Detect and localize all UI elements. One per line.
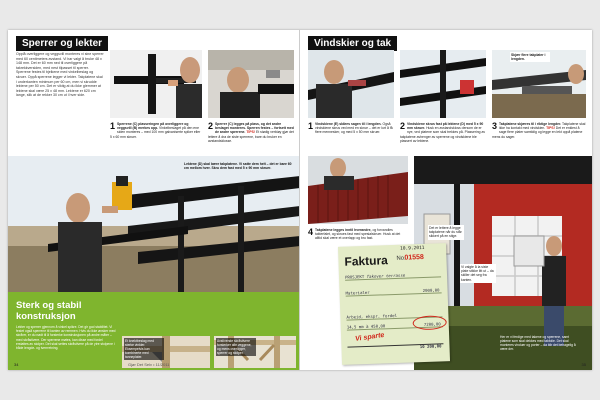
tips-text: Et stødig verktøy gjør det lettere å dra de siste sperrene, bare du bruker en avstandsklosse.: [208, 130, 294, 143]
photo-vindskier-1: [308, 50, 394, 118]
step-3-right: [492, 122, 586, 139]
project-label: PROSJEKT: [344, 274, 365, 280]
step-heading: Takplatene skjæres til i riktige lengder.: [499, 122, 562, 126]
label-mid-2: Vi valgte å la siste plate stikke litt ut – da skiller det seg fra kanten.: [460, 264, 496, 283]
page-number-right: 35: [581, 362, 586, 367]
tips-label: TIPS!: [246, 130, 255, 135]
section-title-sperrer: Sperrer og lekter: [16, 36, 108, 51]
faktura-invoice: [338, 243, 450, 365]
project-name: Takover terrasse: [366, 272, 406, 279]
step-number: 2: [400, 121, 406, 131]
row-value: 2000,00: [422, 287, 440, 293]
photo-step1: [110, 50, 202, 118]
info-box-text: Lekter og sperrer gjennom å vinkel spikre. Det gir god stabilitet. Vi festet også sperrene til kanten av remmen. Hvis du ikke ønsker med skrårer, er du nødt til å forsterke konstruksjonen på andre måter – med skråstivere. Der sperrene møtes, kan disse med fordel erstattes av stolper. Det skal settes skråstivere på de ytre stolpene i både lengde- og tverrretning.: [16, 325, 116, 351]
step-body: og forvandles takterfalet, og skrues fast med spesialskruer. Husk at det alltid skal være et overlapp og bru fast.: [315, 228, 401, 241]
step-number: 1: [308, 121, 314, 131]
invoice-row-1: [346, 287, 442, 296]
step-number: 4: [308, 227, 314, 237]
tips-label: TIPS!: [546, 126, 555, 131]
step-number: 2: [208, 121, 214, 131]
tips-text: Det er enklest å sage flere plater samtidig og legge en lekt oppå platene mens du sager.: [492, 126, 583, 139]
row-label: Arbeid, ekspr. fordel: [346, 312, 398, 320]
invoice-title: Faktura: [344, 253, 389, 269]
caption-knektbeslag: Et knektbeslag med sterke vinkler. Eksempelvis kan kombinerte med tanneplater.: [124, 338, 164, 360]
info-box-title: Sterk og stabil konstruksjon: [16, 300, 82, 322]
magazine-spread: [8, 30, 592, 370]
section-title-vindskier: Vindskier og tak: [308, 36, 397, 51]
row-value: 7200,00: [423, 321, 441, 327]
photo-vindskier-2: [400, 50, 486, 118]
step-body: Takplatene skal ikke ha kontakt med vindskien.: [499, 122, 586, 131]
intro-text: Opplå overliggere og veggsvill monteres vi sine sperrer med 60 centimeters avstand. Vi har valgt å bruke 48 x 148 mm. Det er 60 mm ned til overliggere på takrekkversiden, med nest tilpasset til sperrer. Sperrene festes til bjelkene med vinkelbeslag og skruer. Oppå sperrene legger vi lekter. Takplatene skal i underkanten minimum per 60 cm, men vi skrudde lektene per 50 cm. Det er viktig at du ikke glemmer at lektene skal være 25 x 48 mm. Lektene er 620 cm lange, slik at de rekker 30 cm ut i hver side.: [16, 52, 104, 98]
step-2-right: [400, 122, 486, 143]
step-1-left: [110, 122, 202, 139]
caption-skrastivere: Avstivende skråstivere forsterker alle veggene, og mens overligger, sperrer og stolper.: [216, 338, 256, 356]
step-body: Også vindskiene skrus ved med en skrue – det er lurt å få flere mennesker, og med 5 x 50 mm skruer.: [315, 122, 393, 135]
photo-step2: [208, 50, 294, 118]
invoice-project: [345, 271, 441, 280]
caption-lekter: Lektene (D) skal bære takplatene. Vi satte dem helt – det er bare 60 cm mellom hver. Skru dem fast med 5 x 90 mm skruer.: [184, 162, 292, 171]
left-page: [8, 30, 300, 370]
step-2-left: [208, 122, 294, 143]
row-label: 14,5 mm à 450,00: [346, 323, 386, 330]
step-4-right: [308, 228, 408, 241]
info-box-konstruksjon: [8, 292, 300, 370]
step-heading: Sperrene (C) plasseringen på overliggere og veggsvill (B) merkes opp.: [117, 122, 189, 131]
photo-takplater: [308, 156, 408, 224]
label-saw: Skjær flere takplater i lengden.: [510, 52, 550, 62]
row-label: Materialer: [345, 289, 370, 296]
step-1-right: [308, 122, 394, 135]
step-heading: Sperrer (C) legges på plass, og det andre beslaget monteres. Sperren festes – fortsett med de andre sperrene.: [215, 122, 294, 135]
page-number-left: 34: [14, 362, 19, 367]
label-mid: Det er lettere å legge takplatene når du står sikkert på en stige.: [428, 225, 464, 240]
step-body: Vinkelbeslaget på den ene siden monteres – med 100 mm galvaniserte spiker eller 5 x 60 mm skruer.: [110, 126, 201, 139]
step-number: 3: [492, 121, 498, 131]
invoice-number-label: No.: [396, 255, 406, 262]
right-page: [300, 30, 592, 370]
footer-left: Gjør Det Selv • 11/2011: [128, 362, 170, 367]
caption-ferdig: Her er vi ferdige med takene og sperrene, samt platene som skal dekkes med takfolie. Det skal monteres vinduer og porter – da blir det behagelig å være der.: [500, 335, 576, 351]
invoice-date: 10.9.2011: [400, 245, 425, 252]
step-heading: Takplatene legges inntil hverandre,: [315, 228, 372, 232]
step-heading: Vindskiene skrus fast på lektene (D) med 5 x 90 mm skruer.: [407, 122, 484, 131]
total-value: 10 200,00: [419, 343, 442, 350]
photo-lekter: [8, 156, 300, 292]
step-body: Husk en avstandskloss dersom de er nye, ved platene som skal trekkes på. Plassering av takplatene avhenger av sperrene og vindskiene ble plassert av lektene.: [400, 126, 486, 143]
invoice-total: [347, 343, 443, 350]
saved-note: Vi sparte: [354, 331, 385, 343]
step-number: 1: [110, 121, 116, 131]
invoice-number: 01558: [404, 253, 424, 262]
step-heading: Vindskiene (E) skåres sagen til i lengden.: [315, 122, 382, 126]
red-circle-mark: [412, 315, 446, 330]
